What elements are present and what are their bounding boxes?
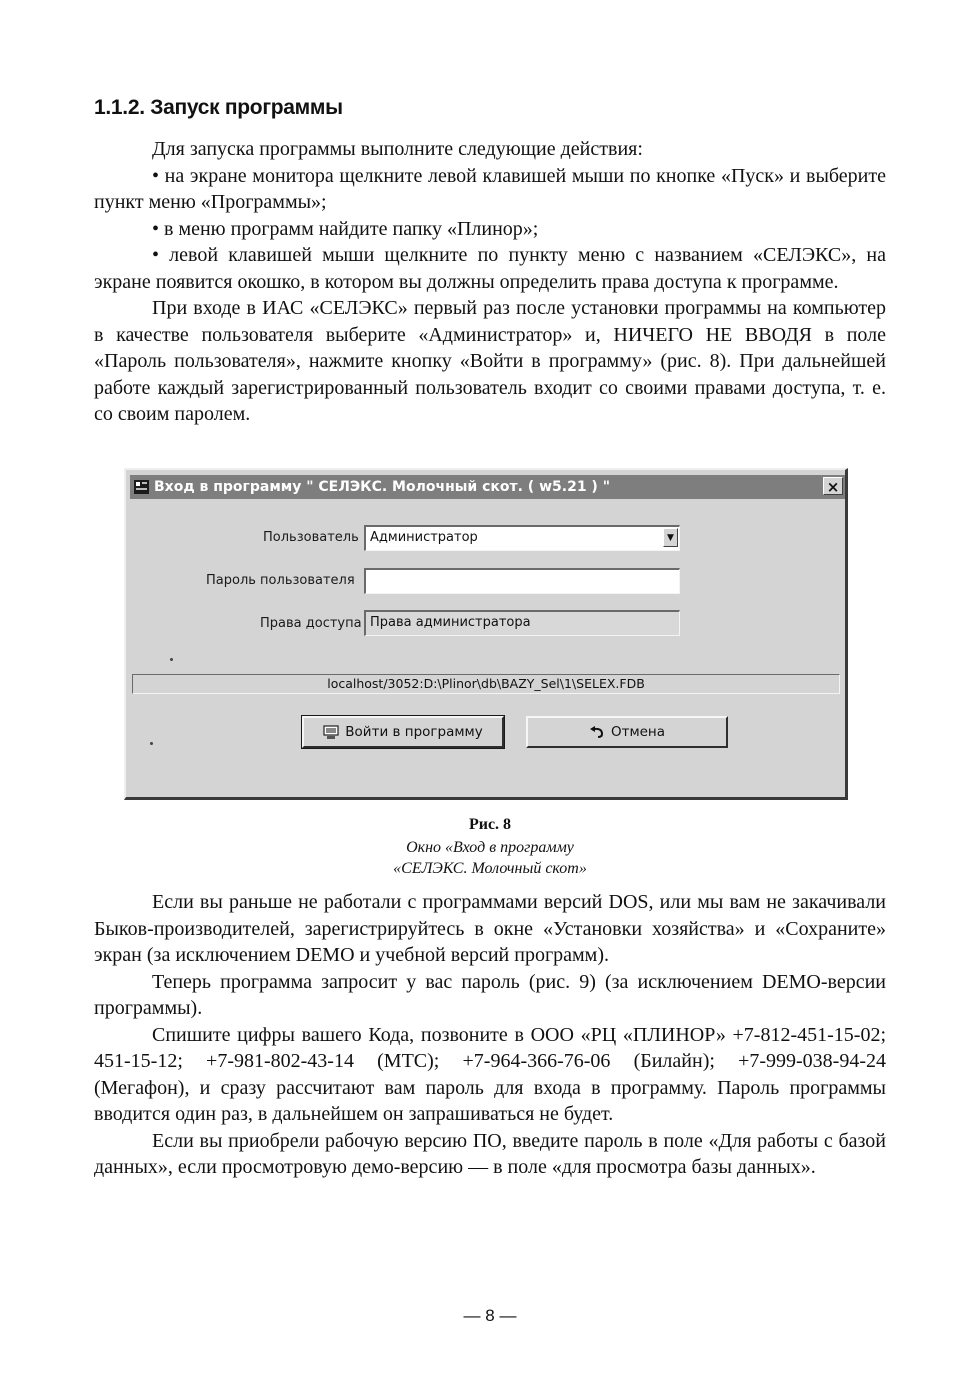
close-icon: ×	[826, 478, 840, 496]
app-icon	[134, 480, 149, 494]
user-select[interactable]	[364, 525, 680, 551]
login-button[interactable]	[302, 716, 504, 748]
figure-label: Рис. 8	[468, 816, 512, 833]
password-request-paragraph: Теперь программа запросит у вас пароль (рис. 9) (за исключением DEMO-версии программы).	[94, 970, 886, 1019]
rights-field	[364, 610, 680, 636]
computer-icon	[323, 725, 339, 740]
close-button[interactable]	[823, 477, 843, 495]
version-paragraph: Если вы приобрели рабочую версию ПО, введите пароль в поле «Для работы с базой данных», если просмотровую демо-версию — в поле «для просмотра базы данных».	[94, 1129, 886, 1178]
login-button-label: Войти в программу	[345, 724, 483, 740]
bullet-item-start-menu: • на экране монитора щелкните левой клавишей мыши по кнопке «Пуск» и выберите пункт меню «Программы»;	[94, 164, 886, 213]
scan-speck	[170, 658, 173, 661]
user-select-value: Администратор	[370, 530, 478, 545]
first-login-paragraph: При входе в ИАС «СЕЛЭКС» первый раз после установки программы на компьютер в качестве пользователя выберите «Администратор» и, НИЧЕГО НЕ ВВОДЯ в поле «Пароль пользователя», нажмите кнопку «Войти в программу» (рис. 8). При дальнейшей работе каждый зарегистрированный пользователь входит со своими правами доступа, т. е. со своим паролем.	[94, 297, 886, 425]
bullet-item-click-selex: • левой клавишей мыши щелкните по пункту меню с названием «СЕЛЭКС», на экране появится окошко, в котором вы должны определить права доступа к программе.	[94, 244, 886, 293]
cancel-button-label: Отмена	[610, 724, 666, 740]
user-label: Пользователь	[263, 530, 359, 545]
dialog-title: Вход в программу " СЕЛЭКС. Молочный скот. ( w5.21 ) "	[154, 479, 610, 495]
login-dialog-figure	[124, 468, 848, 800]
page-number: — 8 —	[463, 1306, 517, 1325]
password-label: Пароль пользователя	[206, 573, 355, 588]
section-heading: 1.1.2. Запуск программы	[94, 96, 343, 119]
intro-paragraph: Для запуска программы выполните следующие действия:	[152, 138, 643, 160]
rights-label: Права доступа	[260, 616, 362, 631]
chevron-down-icon[interactable]: ▼	[663, 528, 678, 547]
figure-caption-line2: «СЕЛЭКС. Молочный скот»	[393, 860, 587, 877]
password-input[interactable]	[364, 568, 680, 594]
contact-paragraph: Спишите цифры вашего Кода, позвоните в ООО «РЦ «ПЛИНОР» +7-812-451-15-02; 451-15-12; +7-981-802-43-14 (МТС); +7-964-366-76-06 (Билайн); +7-999-038-94-24 (Мегафон), и сразу рассчитают вам пароль для входа в программу. Пароль программы вводится один раз, в дальнейшем он запрашиваться не будет.	[94, 1023, 886, 1125]
body-text	[94, 889, 886, 1181]
dialog-titlebar	[130, 475, 845, 499]
undo-arrow-icon	[589, 726, 605, 739]
rights-field-value: Права администратора	[370, 615, 531, 630]
database-path-bar	[132, 674, 840, 694]
cancel-button[interactable]	[526, 716, 728, 748]
database-path: localhost/3052:D:\Plinor\db\BAZY_Sel\1\SELEX.FDB	[327, 676, 645, 691]
dos-paragraph: Если вы раньше не работали с программами версий DOS, или мы вам не закачивали Быков-производителей, зарегистрируйтесь в окне «Установки хозяйства» и «Сохраните» экран (за исключением DEMO и учебной версий программ).	[94, 891, 886, 966]
intro-text	[94, 136, 886, 428]
figure-caption-line1: Окно «Вход в программу	[406, 839, 574, 856]
bullet-item-find-folder: • в меню программ найдите папку «Плинор»;	[152, 217, 539, 240]
scan-speck	[150, 742, 153, 745]
